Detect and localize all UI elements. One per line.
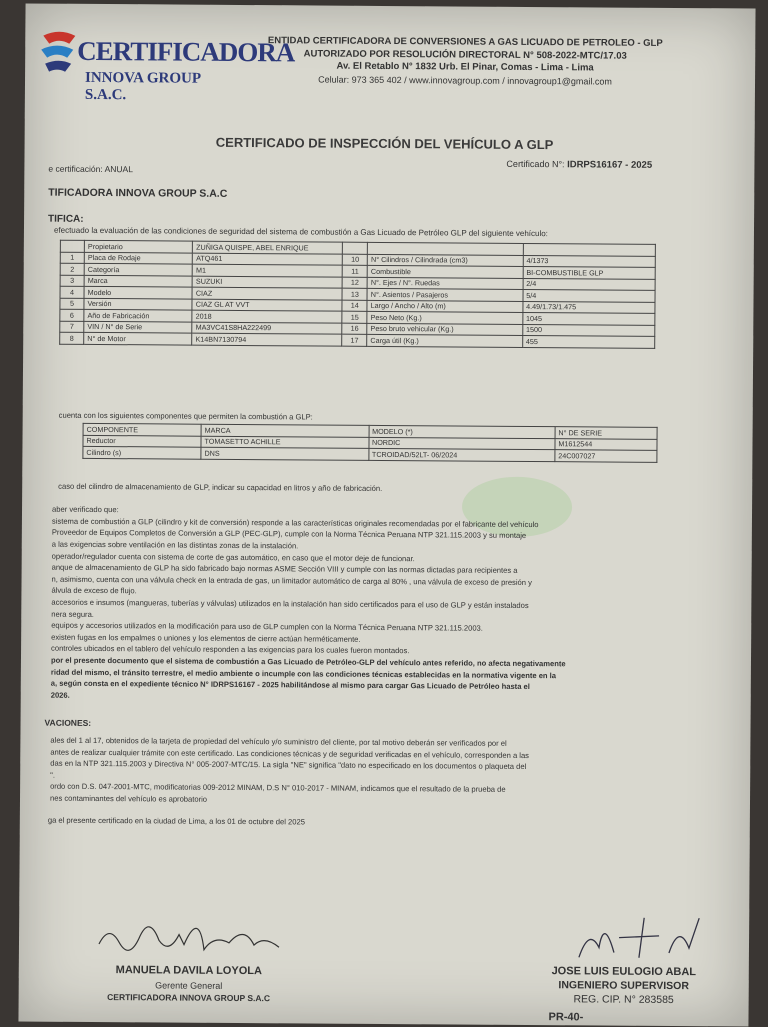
observation-line: ales del 1 al 17, obtenidos de la tarjeta de propiedad del vehículo y/o suministro del cliente, por tal motivo deberán ser verificados por el <box>50 735 507 748</box>
closing-text: ga el presente certificado en la ciudad de Lima, a los 01 de octubre del 2025 <box>47 815 305 827</box>
field-label: Placa de Rodaje <box>84 252 192 264</box>
observation-line: ordo con D.S. 047-2001-MTC, modificatorias 009-2012 MINAM, D.S N° 010-2017 - MINAM, indicamos que el resultado de la prueba de <box>50 781 506 794</box>
field-label: Combustible <box>367 265 523 278</box>
row-number: 7 <box>60 321 84 333</box>
field-value: ZUÑIGA QUISPE, ABEL ENRIQUE <box>193 241 343 254</box>
certificate-page <box>18 3 755 1026</box>
header-line-2: AUTORIZADO POR RESOLUCIÓN DIRECTORAL N° 508-2022-MTC/17.03 <box>303 47 627 62</box>
row-number: 14 <box>342 300 367 312</box>
header-line-4: Celular: 973 365 402 / www.innovagroup.com / innovagroup1@gmail.com <box>318 74 612 87</box>
components-intro: cuenta con los siguientes componentes que permiten la combustión a GLP: <box>58 410 313 422</box>
left-signer-org: CERTIFICADORA INNOVA GROUP S.A.C <box>107 992 271 1004</box>
field-value: K14BN7130794 <box>192 333 342 346</box>
row-number: 3 <box>60 275 84 287</box>
certificate-type: e certificación: ANUAL <box>48 163 134 175</box>
column-header: MARCA <box>201 424 369 437</box>
company-logo <box>33 18 295 104</box>
header-line-3: Av. El Retablo N° 1832 Urb. El Pinar, Comas - Lima - Lima <box>336 60 594 74</box>
company-name: TIFICADORA INNOVA GROUP S.A.C <box>48 186 228 200</box>
field-value: M1 <box>192 264 342 277</box>
handwritten-signature-left <box>79 904 299 966</box>
field-label: Año de Fabricación <box>84 309 192 321</box>
row-number <box>60 240 84 252</box>
cert-no-value: IDRPS16167 - 2025 <box>567 159 653 171</box>
component-cell: 24C007027 <box>555 450 657 462</box>
body-line: 2026. <box>50 690 70 700</box>
column-header: COMPONENTE <box>83 423 201 435</box>
body-line: equipos y accesorios utilizados en la modificación para uso de GLP cumplen con la Norma Técnica Peruana NTP 321.115.2003. <box>51 620 483 633</box>
component-cell: Cilindro (s) <box>83 446 201 458</box>
field-label: VIN / N° de Serie <box>84 321 192 333</box>
field-label: N°. Asientos / Pasajeros <box>367 288 523 301</box>
column-header: MODELO (*) <box>369 425 555 438</box>
body-line: operador/regulador cuenta con sistema de corte de gas automático, en caso que el motor deje de funcionar. <box>51 551 415 563</box>
row-number: 4 <box>60 286 84 298</box>
field-label: N° Cilindros / Cilindrada (cm3) <box>367 254 523 267</box>
field-label: Largo / Ancho / Alto (m) <box>367 300 523 313</box>
body-line: anque de almacenamiento de GLP ha sido fabricado bajo normas ASME Sección VIII y cumple con las normas dictadas para recipientes a <box>51 562 518 576</box>
entity-header <box>255 35 675 88</box>
field-value: SUZUKI <box>192 276 342 289</box>
component-cell: Reductor <box>83 435 201 447</box>
field-value: CIAZ GL AT VVT <box>192 299 342 312</box>
body-line: accesorios e insumos (mangueras, tuberías y válvulas) utilizados en la instalación han sido certificados para el uso de GLP y están instalados <box>51 597 529 610</box>
row-number: 11 <box>343 265 368 277</box>
field-value: ATQ461 <box>193 253 343 266</box>
right-signer-name: JOSE LUIS EULOGIO ABAL <box>551 965 697 979</box>
body-line: existen fugas en los empalmes o uniones y los elementos de cierre actúan herméticamente. <box>51 632 361 644</box>
row-number: 8 <box>60 332 84 344</box>
logo-text-1: CERTIFICADORA <box>77 35 295 68</box>
component-cell: TCROIDAD/52LT- 06/2024 <box>368 448 554 461</box>
certificate-number <box>506 159 652 171</box>
column-header: N° DE SERIE <box>555 427 657 439</box>
field-value: 455 <box>522 335 654 347</box>
field-label: N°. Ejes / N°. Ruedas <box>367 277 523 290</box>
observation-line: nes contaminantes del vehículo es aprobatorio <box>49 793 208 804</box>
right-signer-reg: REG. CIP. N° 283585 <box>573 993 674 1007</box>
row-number: 2 <box>60 263 84 275</box>
left-signer-name: MANUELA DAVILA LOYOLA <box>115 964 262 978</box>
certifica-heading: TIFICA: <box>48 213 84 225</box>
left-signer-role: Gerente General <box>155 980 223 991</box>
field-value <box>523 243 655 255</box>
body-line: ridad del mismo, el tránsito terrestre, el medio ambiente o incumple con las condiciones técnicas establecidas en la normativa vigente en la <box>50 667 557 680</box>
field-label: Propietario <box>84 240 192 252</box>
logo-mark-icon <box>39 28 79 78</box>
body-line: Proveedor de Equipos Completos de Conversión a GLP (PEC-GLP), cumple con la Norma Técnica Peruana NTP 321.115.2003 y su montaje <box>51 528 527 541</box>
row-number: 6 <box>60 309 84 321</box>
field-value: 4.49/1.73/1.475 <box>523 301 655 313</box>
row-number: 17 <box>342 334 367 346</box>
body-line: sistema de combustión a GLP (cilindro y kit de conversión) responde a las características originales recomendadas por el fabricante del vehículo <box>51 516 539 529</box>
row-number: 15 <box>342 311 367 323</box>
components-table <box>82 423 657 463</box>
signature-left <box>79 904 300 1016</box>
vehicle-table <box>59 240 656 349</box>
body-line: nera segura. <box>51 609 94 619</box>
field-label: N° de Motor <box>84 332 192 344</box>
body-line: a las exigencias sobre ventilación en las distintas zonas de la instalación. <box>51 539 299 551</box>
body-line: caso del cilindro de almacenamiento de GLP, indicar su capacidad en litros y año de fabricación. <box>58 481 383 493</box>
row-number: 5 <box>60 298 84 310</box>
body-line: álvula de exceso de flujo. <box>51 586 137 596</box>
row-number: 13 <box>342 288 367 300</box>
field-value: 1500 <box>522 324 654 336</box>
row-number <box>343 242 368 254</box>
body-line: controles ubicados en el tablero del vehículo responden a las exigencias para los cuales fueron montados. <box>51 644 410 656</box>
field-label: Categoría <box>84 263 192 275</box>
row-number: 16 <box>342 323 367 335</box>
row-number: 12 <box>343 277 368 289</box>
body-line: n, asimismo, cuenta con una válvula check en la entrada de gas, un limitador automático de carga al 80% , una válvula de exceso de presión y <box>51 574 532 587</box>
field-label: Carga útil (Kg.) <box>367 334 523 347</box>
signature-right <box>518 907 729 1027</box>
component-cell: DNS <box>201 447 369 460</box>
field-value: 2/4 <box>523 278 655 290</box>
field-label: Marca <box>84 275 192 287</box>
field-value: MA3VC41S8HA222499 <box>192 322 342 335</box>
header-line-1: ENTIDAD CERTIFICADORA DE CONVERSIONES A GAS LICUADO DE PETROLEO - GLP <box>267 35 663 49</box>
field-value: 5/4 <box>523 289 655 301</box>
right-signer-role: INGENIERO SUPERVISOR <box>558 979 690 993</box>
body-line: a, según consta en el expediente técnico N° IDRPS16167 - 2025 habilitándose al mismo para cargar Gas Licuado de Petróleo hasta el <box>50 678 530 692</box>
field-label: Modelo <box>84 286 192 298</box>
field-value: BI-COMBUSTIBLE GLP <box>523 266 655 278</box>
field-value: 2018 <box>192 310 342 323</box>
observation-line: das en la NTP 321.115.2003 y Directiva N° 005-2007-MTC/15. La sigla "NE" significa "dato no especificado en los documentos o plaqueta del <box>50 758 527 771</box>
observation-line: ". <box>50 770 56 780</box>
intro-text: efectuado la evaluación de las condiciones de seguridad del sistema de combustión a Gas Licuado de Petróleo GLP del siguiente vehículo: <box>53 225 548 239</box>
field-label: Peso Neto (Kg.) <box>367 311 523 324</box>
field-label: Versión <box>84 298 192 310</box>
document-code: PR-40- <box>548 1011 584 1024</box>
component-cell: NORDIC <box>368 437 554 450</box>
row-number: 10 <box>343 254 368 266</box>
observations-title: VACIONES: <box>44 717 92 728</box>
observation-line: antes de realizar cualquier trámite con este certificado. Las condiciones técnicas y de seguridad verificadas en el vehículo, corresponden a las <box>50 747 530 760</box>
logo-text-2: INNOVA GROUP S.A.C. <box>84 69 201 104</box>
document-title: CERTIFICADO DE INSPECCIÓN DEL VEHÍCULO A GLP <box>215 134 554 153</box>
component-cell: TOMASETTO ACHILLE <box>201 436 369 449</box>
field-value: 1045 <box>523 312 655 324</box>
component-cell: M1612544 <box>555 438 657 450</box>
body-line: por el presente documento que el sistema de combustión a Gas Licuado de Petróleo-GLP del vehículo antes referido, no afecta negativamente <box>50 655 566 669</box>
cert-no-label: Certificado N°: <box>506 158 565 170</box>
handwritten-signature-right <box>519 907 729 968</box>
field-value: CIAZ <box>192 287 342 300</box>
field-value: 4/1373 <box>523 255 655 267</box>
body-line: aber verificado que: <box>51 504 119 515</box>
field-label: Peso bruto vehicular (Kg.) <box>367 323 523 336</box>
row-number: 1 <box>60 252 84 264</box>
